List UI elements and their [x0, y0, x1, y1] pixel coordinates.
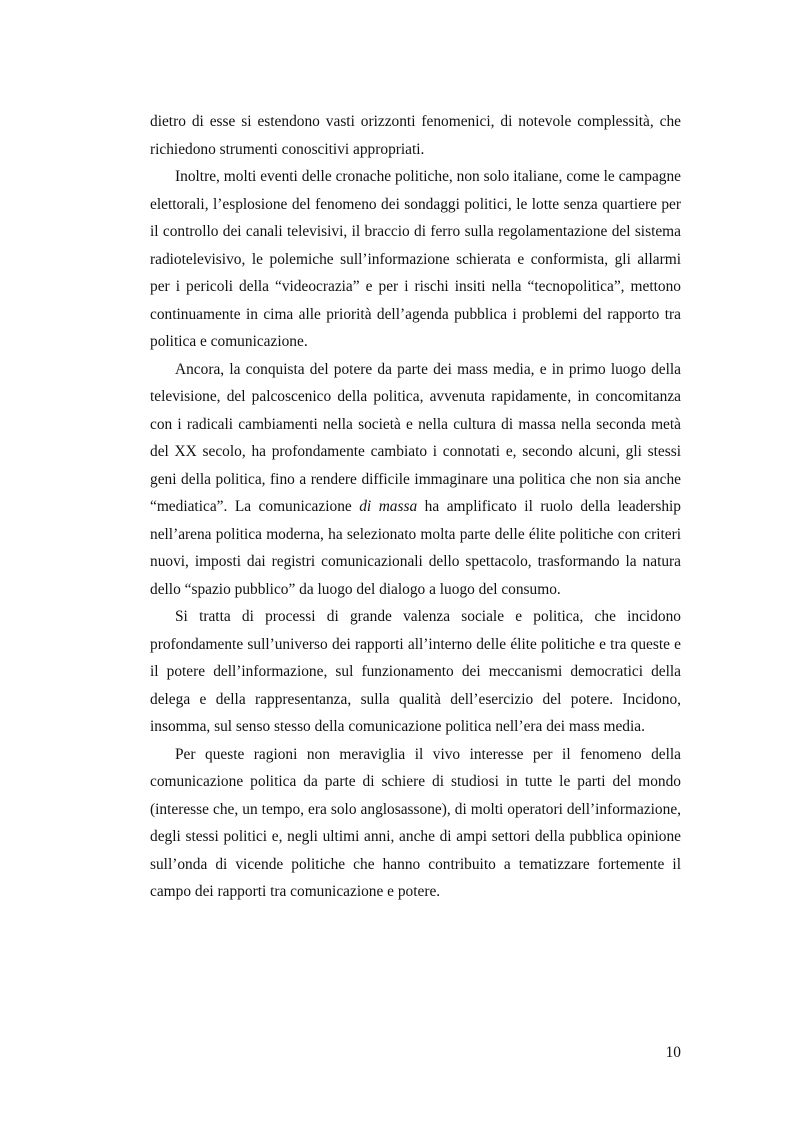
paragraph-text-after-italic: ha amplificato il ruolo della leadership nell’arena politica moderna, ha selezionato molta parte delle élite politiche con criteri nuovi, imposti dai registri comunicazionali dello spettacolo, trasformando la natura dello “spazio pubblico” da luogo del dialogo a luogo del consumo.: [150, 498, 681, 598]
paragraph-mass-media-conquest: [150, 356, 681, 604]
italic-emphasis: di massa: [359, 498, 418, 515]
paragraph-text-before-italic: Ancora, la conquista del potere da parte dei mass media, e in primo luogo della televisione, del palcoscenico della politica, avvenuta rapidamente, in concomitanza con i radicali cambiamenti nella società e nella cultura di massa nella seconda metà del XX secolo, ha profondamente cambiato i connotati e, secondo alcuni, gli stessi geni della politica, fino a rendere difficile immaginare una politica che non sia anche “mediatica”. La comunicazione: [150, 360, 681, 515]
paragraph-continuation: dietro di esse si estendono vasti orizzonti fenomenici, di notevole complessità, che richiedono strumenti conoscitivi appropriati.: [150, 113, 681, 158]
page-body: [150, 108, 681, 906]
paragraph-social-processes: Si tratta di processi di grande valenza sociale e politica, che incidono profondamente sull’universo dei rapporti all’interno delle élite politiche e tra queste e il potere dell’informazione, sul funzionamento dei meccanismi democratici della delega e della rappresentanza, sulla qualità dell’esercizio del potere. Incidono, insomma, sul senso stesso della comunicazione politica nell’era dei mass media.: [150, 608, 681, 735]
paragraph-interest-reasons: Per queste ragioni non meraviglia il vivo interesse per il fenomeno della comunicazione politica da parte di schiere di studiosi in tutte le parti del mondo (interesse che, un tempo, era solo anglosassone), di molti operatori dell’informazione, degli stessi politici e, negli ultimi anni, anche di ampi settori della pubblica opinione sull’onda di vicende politiche che hanno contribuito a tematizzare fortemente il campo dei rapporti tra comunicazione e potere.: [150, 745, 681, 900]
page-number: 10: [665, 1044, 681, 1061]
paragraph-political-events: Inoltre, molti eventi delle cronache politiche, non solo italiane, come le campagne elettorali, l’esplosione del fenomeno dei sondaggi politici, le lotte senza quartiere per il controllo dei canali televisivi, il braccio di ferro sulla regolamentazione del sistema radiotelevisivo, le polemiche sull’informazione schierata e conformista, gli allarmi per i pericoli della “videocrazia” e per i rischi insiti nella “tecnopolitica”, mettono continuamente in cima alle priorità dell’agenda pubblica i problemi del rapporto tra politica e comunicazione.: [150, 168, 681, 350]
